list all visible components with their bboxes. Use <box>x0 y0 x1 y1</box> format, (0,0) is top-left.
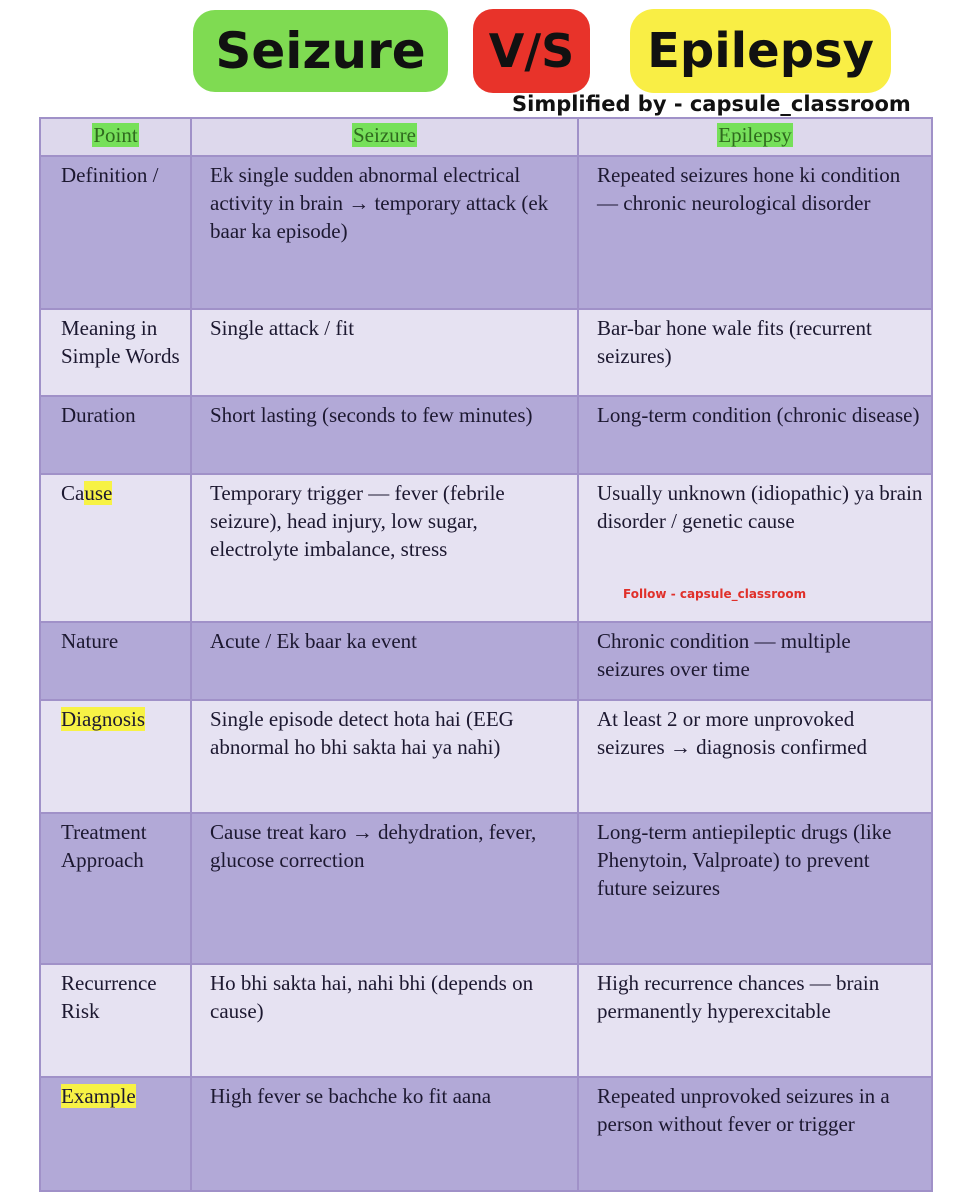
row-epilepsy: Long-term condition (chronic disease) <box>578 396 932 474</box>
row-epilepsy: High recurrence chances — brain permanently hyperexcitable <box>578 964 932 1077</box>
row-epilepsy: At least 2 or more unprovoked seizures → diagnosis confirmed <box>578 700 932 813</box>
row-point <box>40 700 191 813</box>
table-row <box>40 700 932 813</box>
row-epilepsy: Long-term antiepileptic drugs (like Phenytoin, Valproate) to prevent future seizures <box>578 813 932 964</box>
table-row <box>40 396 932 474</box>
highlight: Diagnosis <box>61 707 145 731</box>
row-point: Nature <box>40 622 191 700</box>
table-row <box>40 964 932 1077</box>
row-seizure: Ho bhi sakta hai, nahi bhi (depends on cause) <box>191 964 578 1077</box>
row-point: Meaning in Simple Words <box>40 309 191 396</box>
epilepsy-title-badge: Epilepsy <box>630 9 891 93</box>
row-seizure: Acute / Ek baar ka event <box>191 622 578 700</box>
follow-text: Follow - capsule_classroom <box>623 587 807 601</box>
row-seizure: Ek single sudden abnormal electrical activity in brain → temporary attack (ek baar ka episode) <box>191 156 578 309</box>
row-point: Treatment Approach <box>40 813 191 964</box>
row-epilepsy: Chronic condition — multiple seizures over time <box>578 622 932 700</box>
header-epilepsy: Epilepsy <box>578 118 932 156</box>
highlight: use <box>84 481 113 505</box>
row-point: Recurrence Risk <box>40 964 191 1077</box>
table-row <box>40 156 932 309</box>
header-seizure: Seizure <box>191 118 578 156</box>
table-row <box>40 1077 932 1191</box>
row-epilepsy: Repeated seizures hone ki condition — chronic neurological disorder <box>578 156 932 309</box>
row-point: Cause <box>40 474 191 622</box>
comparison-table <box>39 117 933 1192</box>
seizure-title-badge: Seizure <box>193 10 448 92</box>
row-seizure: Single episode detect hota hai (EEG abnormal ho bhi sakta hai ya nahi) <box>191 700 578 813</box>
credit-text: Simplified by - capsule_classroom <box>512 92 911 116</box>
header-point: Point <box>40 118 191 156</box>
table-row <box>40 309 932 396</box>
row-epilepsy: Repeated unprovoked seizures in a person without fever or trigger <box>578 1077 932 1191</box>
row-epilepsy: Usually unknown (idiopathic) ya brain disorder / genetic cause <box>578 474 932 622</box>
row-point <box>40 1077 191 1191</box>
row-seizure: Single attack / fit <box>191 309 578 396</box>
highlight: Example <box>61 1084 136 1108</box>
row-seizure: Short lasting (seconds to few minutes) <box>191 396 578 474</box>
table-row <box>40 622 932 700</box>
row-seizure: Temporary trigger — fever (febrile seizure), head injury, low sugar, electrolyte imbalance, stress <box>191 474 578 622</box>
row-seizure: Cause treat karo → dehydration, fever, glucose correction <box>191 813 578 964</box>
row-seizure: High fever se bachche ko fit aana <box>191 1077 578 1191</box>
table-row <box>40 813 932 964</box>
row-point: Definition / <box>40 156 191 309</box>
vs-badge: V/S <box>473 9 590 93</box>
row-point: Duration <box>40 396 191 474</box>
table-header-row <box>40 118 932 156</box>
row-epilepsy: Bar-bar hone wale fits (recurrent seizures) <box>578 309 932 396</box>
